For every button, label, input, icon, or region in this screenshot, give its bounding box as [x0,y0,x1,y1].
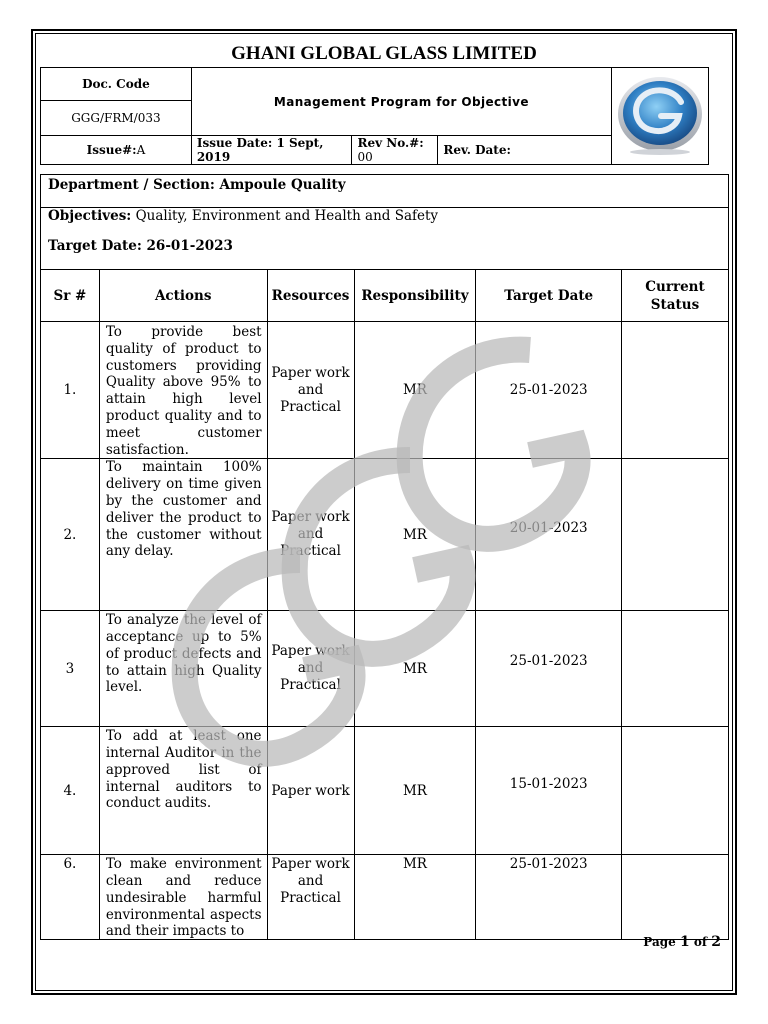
row-action: To provide best quality of product to customers providing Quality above 95% to attain high level product quality and to meet customer satisfaction. [99,322,267,459]
row-target-date: 15-01-2023 [476,727,622,855]
row-action: To analyze the level of acceptance up to 5% of product defects and to attain high Quality level. [99,611,267,727]
column-header-responsibility: Responsibility [354,270,476,322]
table-row [41,727,729,855]
objective-info-table [40,174,729,270]
row-target-date: 25-01-2023 [476,611,622,727]
row-responsibility: MR [354,611,476,727]
row-sr: 2. [41,459,100,611]
row-resources: Paper work and Practical [267,611,354,727]
column-header-sr: Sr # [41,270,100,322]
company-logo [611,68,708,165]
row-resources: Paper work and Practical [267,459,354,611]
row-target-date: 20-01-2023 [476,459,622,611]
row-action: To maintain 100% delivery on time given by the customer and deliver the product to the customer without any delay. [99,459,267,611]
row-resources: Paper work and Practical [267,322,354,459]
row-resources: Paper work [267,727,354,855]
row-responsibility: MR [354,322,476,459]
page-number: Page 1 of 2 [643,934,721,950]
table-row [41,322,729,459]
rev-date: Rev. Date: [438,136,612,165]
row-action: To make environment clean and reduce undesirable harmful environmental aspects and their impacts to [99,855,267,940]
table-row [41,611,729,727]
row-responsibility: MR [354,459,476,611]
row-responsibility: MR [354,727,476,855]
document-header-table [40,67,709,165]
row-sr: 4. [41,727,100,855]
department-section: Department / Section: Ampoule Quality [41,175,729,208]
row-current-status [622,611,729,727]
row-target-date: 25-01-2023 [476,855,622,940]
document-title: Management Program for Objective [191,68,611,136]
row-action: To add at least one internal Auditor in the approved list of internal auditors to conduct audits. [99,727,267,855]
row-target-date: 25-01-2023 [476,322,622,459]
row-sr: 1. [41,322,100,459]
issue-date: Issue Date: 1 Sept, 2019 [191,136,352,165]
management-program-table [40,269,729,940]
row-sr: 3 [41,611,100,727]
row-current-status [622,727,729,855]
row-responsibility: MR [354,855,476,940]
column-header-resources: Resources [267,270,354,322]
company-name: GHANI GLOBAL GLASS LIMITED [231,43,537,64]
row-sr: 6. [41,855,100,940]
logo-icon [615,74,705,156]
issue-number: Issue#:A [41,136,192,165]
column-header-actions: Actions [99,270,267,322]
target-date-line: Target Date: 26-01-2023 [48,238,233,254]
table-row [41,855,729,940]
doc-code-label: Doc. Code [41,68,192,101]
doc-code-value: GGG/FRM/033 [41,101,192,136]
column-header-target-date: Target Date [476,270,622,322]
row-current-status [622,322,729,459]
row-resources: Paper work and Practical [267,855,354,940]
table-row [41,459,729,611]
row-current-status [622,459,729,611]
row-current-status [622,855,729,940]
column-header-current-status: Current Status [622,270,729,322]
rev-number: Rev No.#: 00 [352,136,438,165]
objectives-line: Objectives: Quality, Environment and Health and Safety [48,208,439,224]
